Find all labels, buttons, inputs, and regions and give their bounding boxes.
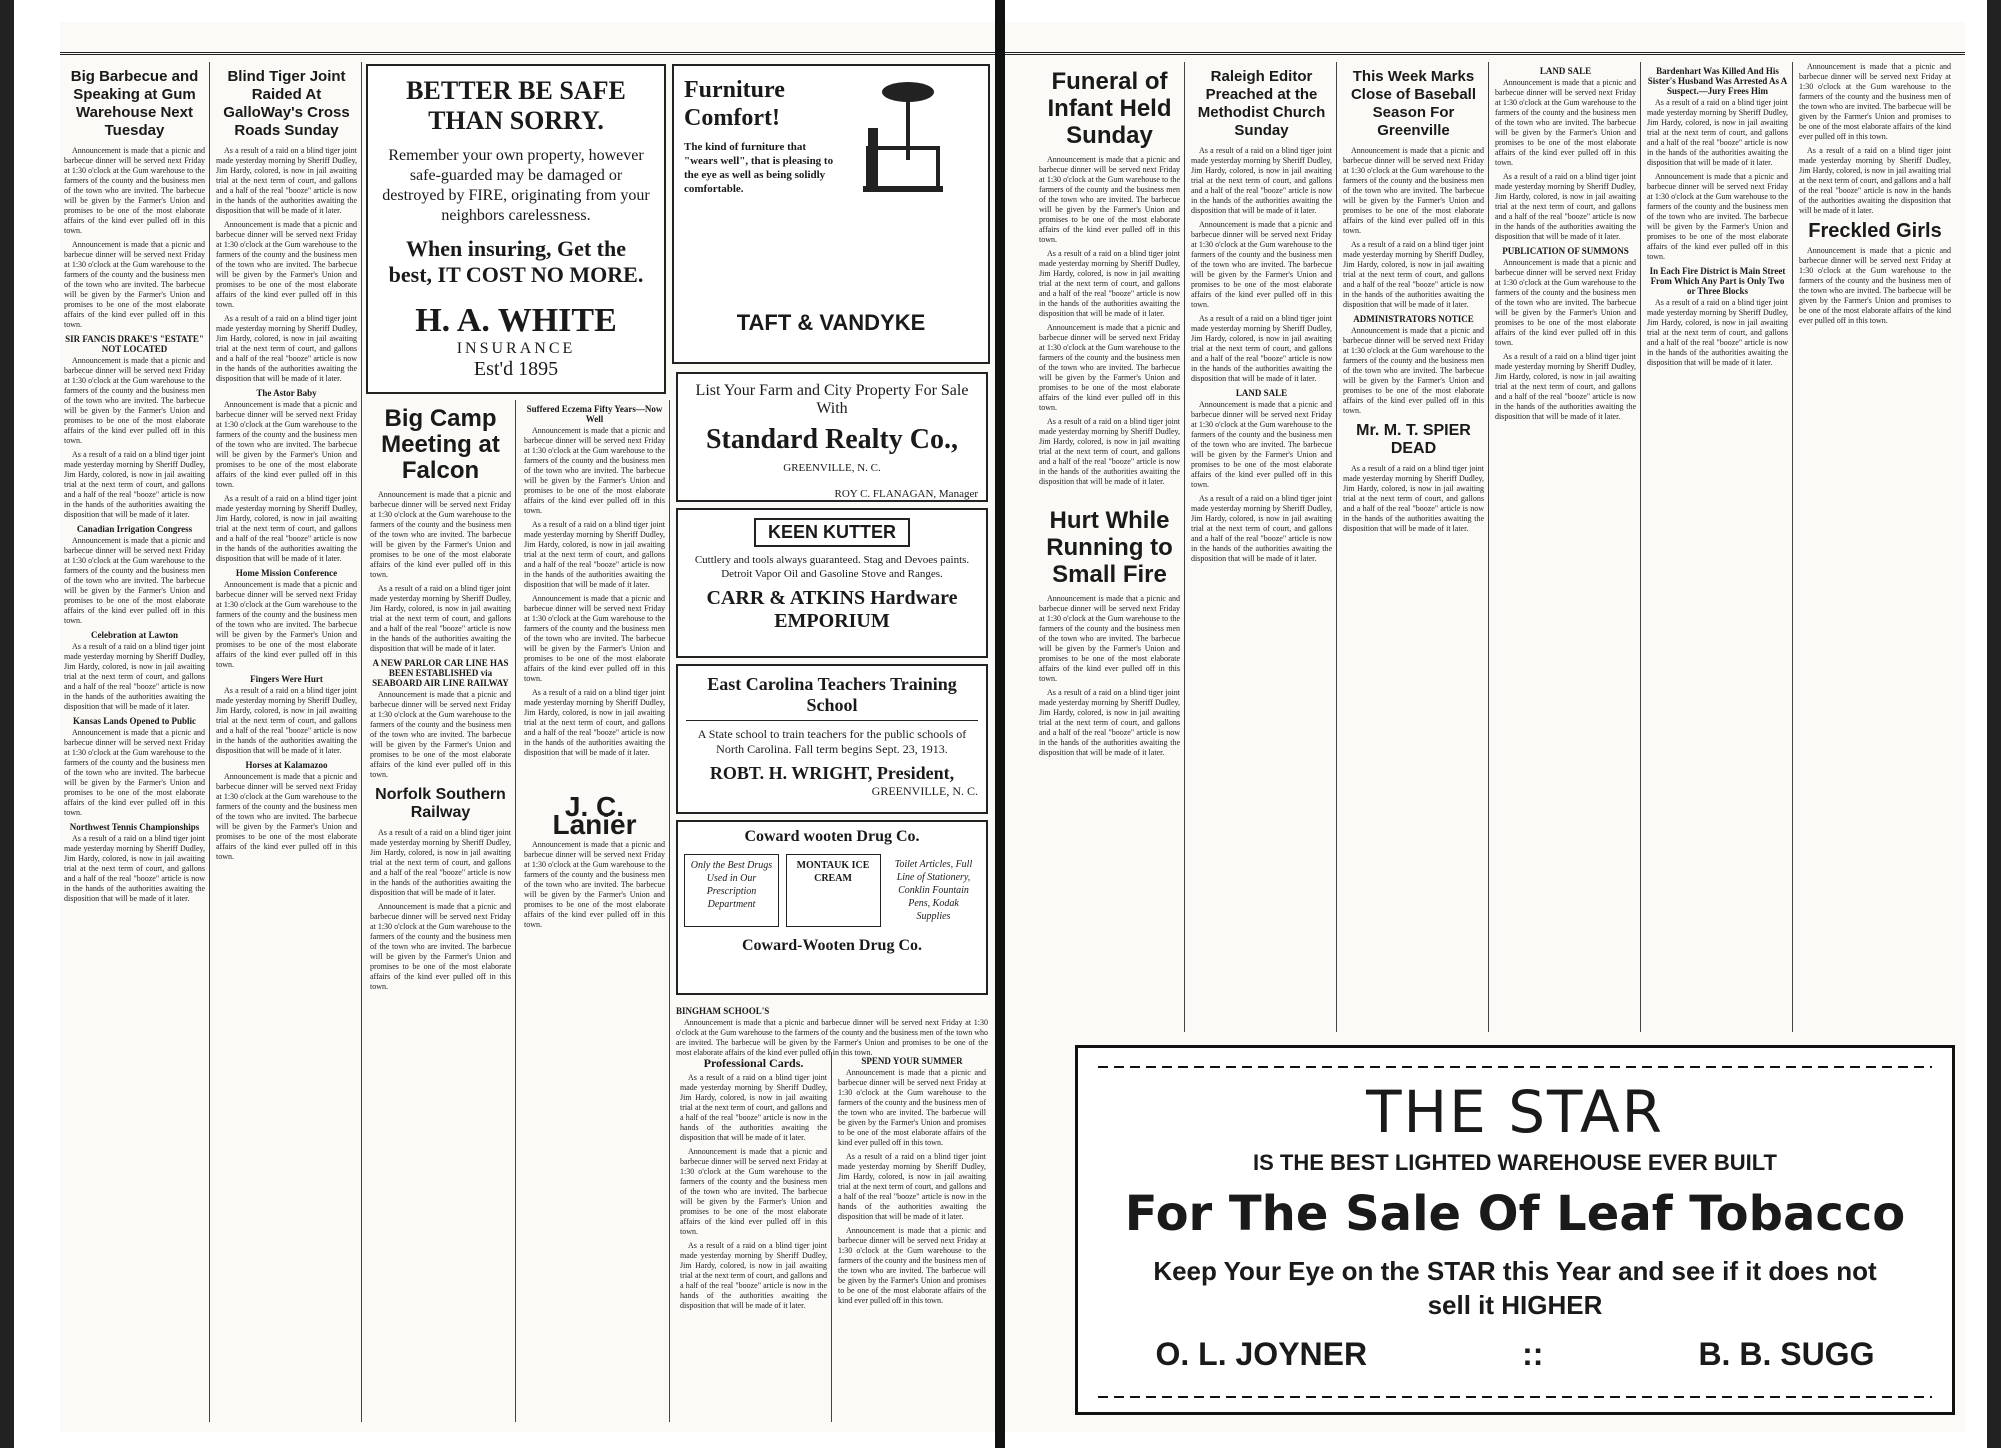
- carr-atkins-name: CARR & ATKINS Hardware EMPORIUM: [706, 587, 958, 632]
- professional-cards-headline: Professional Cards.: [703, 1056, 804, 1070]
- astor-article-cont: As a result of a raid on a blind tiger joint made yesterday morning by Sheriff Dudley, Jim Hardy, colored, is now in jail awaiting trial at the next term of court, and gallons and a half of the real "booze" article is now in the hands of the authorities awaiting the disposition that will be made of it later.: [216, 494, 357, 563]
- column-r5: [1643, 62, 1793, 1032]
- professional-cards-text: As a result of a raid on a blind tiger joint made yesterday morning by Sheriff Dudley, Jim Hardy, colored, is now in jail awaiting trial at the next term of court, and gallons and a half of the real "booze" article is now in the hands of the authorities awaiting the disposition that will be made of it later.: [680, 1073, 827, 1142]
- bingham-article: Announcement is made that a picnic and barbecue dinner will be served next Friday at 1:30 o'clock at the Gum warehouse to the farmers of the county and the business men of the town who are invited. The barbecue will be given by the Farmer's Union and promises to be one of the most elaborate affairs of the kind ever pulled off in this town.: [676, 1018, 988, 1057]
- school-ad-body: A State school to train teachers for the public schools of North Carolina. Fall term begins Sept. 23, 1913.: [697, 727, 967, 756]
- funeral-article-cont: As a result of a raid on a blind tiger joint made yesterday morning by Sheriff Dudley, Jim Hardy, colored, is now in jail awaiting trial at the next term of court, and gallons and a half of the real "booze" article is now in the hands of the authorities awaiting the disposition that will be made of it later.: [1039, 249, 1180, 318]
- column-4: [520, 400, 670, 1422]
- page-gutter: [995, 0, 1005, 1448]
- freckled-girls-headline: Freckled Girls: [1808, 220, 1942, 242]
- raleigh-article-cont2: As a result of a raid on a blind tiger joint made yesterday morning by Sheriff Dudley, Jim Hardy, colored, is now in jail awaiting trial at the next term of court, and gallons and a half of the real "booze" article is now in the hands of the authorities awaiting the disposition that will be made of it later.: [1191, 314, 1332, 383]
- white-insurance-ad: [366, 64, 666, 394]
- camp-article: Announcement is made that a picnic and barbecue dinner will be served next Friday at 1:30 o'clock at the Gum warehouse to the farmers of the county and the business men of the town who are invited. The barbecue will be given by the Farmer's Union and promises to be one of the most elaborate affairs of the kind ever pulled off in this town.: [370, 490, 511, 579]
- hurt-headline: Hurt While Running to Small Fire: [1046, 507, 1173, 588]
- irrigation-article: Announcement is made that a picnic and barbecue dinner will be served next Friday at 1:30 o'clock at the Gum warehouse to the farmers of the county and the business men of the town who are invited. The barbecue will be given by the Farmer's Union and promises to be one of the most elaborate affairs of the kind ever pulled off in this town.: [64, 536, 205, 625]
- summer-text3: Announcement is made that a picnic and barbecue dinner will be served next Friday at 1:30 o'clock at the Gum warehouse to the farmers of the county and the business men of the town who are invited. The barbecue will be given by the Farmer's Union and promises to be one of the most elaborate affairs of the kind ever pulled off in this town.: [838, 1226, 986, 1305]
- horses-subhead: Horses at Kalamazoo: [245, 760, 328, 770]
- bardenhart-article-cont: Announcement is made that a picnic and barbecue dinner will be served next Friday at 1:30 o'clock at the Gum warehouse to the farmers of the county and the business men of the town who are invited. The barbecue will be given by the Farmer's Union and promises to be one of the most elaborate affairs of the kind ever pulled off in this town.: [1647, 172, 1788, 261]
- hurt-article: Announcement is made that a picnic and barbecue dinner will be served next Friday at 1:30 o'clock at the Gum warehouse to the farmers of the county and the business men of the town who are invited. The barbecue will be given by the Farmer's Union and promises to be one of the most elaborate affairs of the kind ever pulled off in this town.: [1039, 594, 1180, 683]
- summer-column: [834, 1052, 990, 1422]
- star-ad-border-top: [1098, 1066, 1932, 1068]
- land-sale-article-cont: As a result of a raid on a blind tiger joint made yesterday morning by Sheriff Dudley, Jim Hardy, colored, is now in jail awaiting trial at the next term of court, and gallons and a half of the real "booze" article is now in the hands of the authorities awaiting the disposition that will be made of it later.: [1191, 494, 1332, 563]
- tennis-subhead: Northwest Tennis Championships: [69, 822, 200, 832]
- school-ad-president: ROBT. H. WRIGHT, President,: [709, 763, 955, 783]
- baseball-headline: This Week Marks Close of Baseball Season For Greenville: [1350, 68, 1477, 139]
- raleigh-editor-headline: Raleigh Editor Preached at the Methodist Church Sunday: [1197, 68, 1326, 139]
- white-ad-slogan: When insuring, Get the best, IT COST NO MORE.: [388, 236, 644, 287]
- land-sale-subhead: LAND SALE: [1235, 388, 1288, 398]
- summer-text: Announcement is made that a picnic and barbecue dinner will be served next Friday at 1:30 o'clock at the Gum warehouse to the farmers of the county and the business men of the town who are invited. The barbecue will be given by the Farmer's Union and promises to be one of the most elaborate affairs of the kind ever pulled off in this town.: [838, 1068, 986, 1147]
- fingers-article: As a result of a raid on a blind tiger joint made yesterday morning by Sheriff Dudley, Jim Hardy, colored, is now in jail awaiting trial at the next term of court, and gallons and a half of the real "booze" article is now in the hands of the authorities awaiting the disposition that will be made of it later.: [216, 686, 357, 755]
- land-sale-article: Announcement is made that a picnic and barbecue dinner will be served next Friday at 1:30 o'clock at the Gum warehouse to the farmers of the county and the business men of the town who are invited. The barbecue will be given by the Farmer's Union and promises to be one of the most elaborate affairs of the kind ever pulled off in this town.: [1191, 400, 1332, 489]
- fingers-subhead: Fingers Were Hurt: [250, 674, 323, 684]
- raleigh-article: As a result of a raid on a blind tiger joint made yesterday morning by Sheriff Dudley, Jim Hardy, colored, is now in jail awaiting trial at the next term of court, and gallons and a half of the real "booze" article is now in the hands of the authorities awaiting the disposition that will be made of it later.: [1191, 146, 1332, 215]
- bingham-headline: BINGHAM SCHOOL'S: [676, 1006, 770, 1016]
- admin-notice-subhead: ADMINISTRATORS NOTICE: [1353, 314, 1474, 324]
- astor-article: Announcement is made that a picnic and barbecue dinner will be served next Friday at 1:30 o'clock at the Gum warehouse to the farmers of the county and the business men of the town who are invited. The barbecue will be given by the Farmer's Union and promises to be one of the most elaborate affairs of the kind ever pulled off in this town.: [216, 400, 357, 489]
- summons-subhead: PUBLICATION OF SUMMONS: [1502, 246, 1629, 256]
- top-rule-right: [1005, 52, 1965, 55]
- freckled-text: Announcement is made that a picnic and barbecue dinner will be served next Friday at 1:30 o'clock at the Gum warehouse to the farmers of the county and the business men of the town who are invited. The barbecue will be given by the Farmer's Union and promises to be one of the most elaborate affairs of the kind ever pulled off in this town.: [1799, 246, 1951, 325]
- horses-article: Announcement is made that a picnic and barbecue dinner will be served next Friday at 1:30 o'clock at the Gum warehouse to the farmers of the county and the business men of the town who are invited. The barbecue will be given by the Farmer's Union and promises to be one of the most elaborate affairs of the kind ever pulled off in this town.: [216, 772, 357, 861]
- drake-article-cont: As a result of a raid on a blind tiger joint made yesterday morning by Sheriff Dudley, Jim Hardy, colored, is now in jail awaiting trial at the next term of court, and gallons and a half of the real "booze" article is now in the hands of the authorities awaiting the disposition that will be made of it later.: [64, 450, 205, 519]
- top-rule: [60, 52, 995, 55]
- fire-alarm-text-cont: As a result of a raid on a blind tiger joint made yesterday morning by Sheriff Dudley, Jim Hardy, colored, is now in jail awaiting trial at the next term of court, and gallons and a half of the real "booze" article is now in the hands of the authorities awaiting the disposition that will be made of it later.: [1799, 146, 1951, 215]
- barbecue-article: Announcement is made that a picnic and barbecue dinner will be served next Friday at 1:30 o'clock at the Gum warehouse to the farmers of the county and the business men of the town who are invited. The barbecue will be given by the Farmer's Union and promises to be one of the most elaborate affairs of the kind ever pulled off in this town.: [64, 146, 205, 235]
- barbecue-article-cont: Announcement is made that a picnic and barbecue dinner will be served next Friday at 1:30 o'clock at the Gum warehouse to the farmers of the county and the business men of the town who are invited. The barbecue will be given by the Farmer's Union and promises to be one of the most elaborate affairs of the kind ever pulled off in this town.: [64, 240, 205, 329]
- white-ad-name: H. A. WHITE: [415, 302, 617, 339]
- funeral-article: Announcement is made that a picnic and barbecue dinner will be served next Friday at 1:30 o'clock at the Gum warehouse to the farmers of the county and the business men of the town who are invited. The barbecue will be given by the Farmer's Union and promises to be one of the most elaborate affairs of the kind ever pulled off in this town.: [1039, 155, 1180, 244]
- irrigation-subhead: Canadian Irrigation Congress: [76, 524, 193, 534]
- keen-kutter-ad: [676, 508, 988, 658]
- lawton-article: As a result of a raid on a blind tiger joint made yesterday morning by Sheriff Dudley, Jim Hardy, colored, is now in jail awaiting trial at the next term of court, and gallons and a half of the real "booze" article is now in the hands of the authorities awaiting the disposition that will be made of it later.: [64, 642, 205, 711]
- star-ad-joyner: O. L. JOYNER: [1155, 1336, 1368, 1372]
- professional-cards-column: [676, 1052, 832, 1422]
- blind-tiger-article-cont2: As a result of a raid on a blind tiger joint made yesterday morning by Sheriff Dudley, Jim Hardy, colored, is now in jail awaiting trial at the next term of court, and gallons and a half of the real "booze" article is now in the hands of the authorities awaiting the disposition that will be made of it later.: [216, 314, 357, 383]
- summer-text2: As a result of a raid on a blind tiger joint made yesterday morning by Sheriff Dudley, Jim Hardy, colored, is now in jail awaiting trial at the next term of court, and gallons and a half of the real "booze" article is now in the hands of the authorities awaiting the disposition that will be made of it later.: [838, 1152, 986, 1221]
- camp-article-cont: As a result of a raid on a blind tiger joint made yesterday morning by Sheriff Dudley, Jim Hardy, colored, is now in jail awaiting trial at the next term of court, and gallons and a half of the real "booze" article is now in the hands of the authorities awaiting the disposition that will be made of it later.: [370, 584, 511, 653]
- drake-article: Announcement is made that a picnic and barbecue dinner will be served next Friday at 1:30 o'clock at the Gum warehouse to the farmers of the county and the business men of the town who are invited. The barbecue will be given by the Farmer's Union and promises to be one of the most elaborate affairs of the kind ever pulled off in this town.: [64, 356, 205, 445]
- white-ad-body: Remember your own property, however safe-guarded may be damaged or destroyed by FIRE, originating from your neighbors carelessness.: [382, 147, 650, 224]
- drug-ad-ice-cream: MONTAUK ICE CREAM: [786, 854, 881, 927]
- armchair-lamp-icon: [848, 78, 968, 208]
- mission-subhead: Home Mission Conference: [235, 568, 338, 578]
- column-r3: [1339, 62, 1489, 1032]
- drug-ad-title: Coward wooten Drug Co.: [744, 828, 920, 845]
- bardenhart-article: As a result of a raid on a blind tiger joint made yesterday morning by Sheriff Dudley, Jim Hardy, colored, is now in jail awaiting trial at the next term of court, and gallons and a half of the real "booze" article is now in the hands of the authorities awaiting the disposition that will be made of it later.: [1647, 98, 1788, 167]
- taft-ad-headline: Furniture Comfort!: [684, 77, 785, 131]
- baseball-article-cont: As a result of a raid on a blind tiger joint made yesterday morning by Sheriff Dudley, Jim Hardy, colored, is now in jail awaiting trial at the next term of court, and gallons and a half of the real "booze" article is now in the hands of the authorities awaiting the disposition that will be made of it later.: [1343, 240, 1484, 309]
- admin-notice-text: Announcement is made that a picnic and barbecue dinner will be served next Friday at 1:30 o'clock at the Gum warehouse to the farmers of the county and the business men of the town who are invited. The barbecue will be given by the Farmer's Union and promises to be one of the most elaborate affairs of the kind ever pulled off in this town.: [1343, 326, 1484, 415]
- star-ad-sugg: B. B. SUGG: [1698, 1336, 1875, 1372]
- astor-subhead: The Astor Baby: [256, 388, 317, 398]
- lanier-ad: J. C. Lanier: [552, 791, 637, 840]
- spier-article: As a result of a raid on a blind tiger joint made yesterday morning by Sheriff Dudley, Jim Hardy, colored, is now in jail awaiting trial at the next term of court, and gallons and a half of the real "booze" article is now in the hands of the authorities awaiting the disposition that will be made of it later.: [1343, 464, 1484, 533]
- column-2: [212, 62, 362, 1422]
- school-ad-title: East Carolina Teachers Training School: [686, 674, 978, 721]
- norfolk-article-cont: Announcement is made that a picnic and barbecue dinner will be served next Friday at 1:30 o'clock at the Gum warehouse to the farmers of the county and the business men of the town who are invited. The barbecue will be given by the Farmer's Union and promises to be one of the most elaborate affairs of the kind ever pulled off in this town.: [370, 902, 511, 991]
- white-ad-established: Est'd 1895: [473, 358, 559, 380]
- raleigh-article-cont: Announcement is made that a picnic and barbecue dinner will be served next Friday at 1:30 o'clock at the Gum warehouse to the farmers of the county and the business men of the town who are invited. The barbecue will be given by the Farmer's Union and promises to be one of the most elaborate affairs of the kind ever pulled off in this town.: [1191, 220, 1332, 309]
- taft-ad-name: TAFT & VANDYKE: [736, 310, 926, 335]
- star-ad-separator: ::: [1522, 1336, 1544, 1372]
- realty-ad-intro: List Your Farm and City Property For Sale With: [695, 382, 969, 417]
- drug-ad-footer: Coward-Wooten Drug Co.: [742, 937, 922, 954]
- realty-ad-city: GREENVILLE, N. C.: [783, 462, 881, 474]
- column-r1: [1035, 62, 1185, 1032]
- realty-ad-name: Standard Realty Co.,: [705, 424, 958, 455]
- star-ad-title: THE STAR: [1366, 1078, 1664, 1146]
- lanier-article: Announcement is made that a picnic and barbecue dinner will be served next Friday at 1:30 o'clock at the Gum warehouse to the farmers of the county and the business men of the town who are invited. The barbecue will be given by the Farmer's Union and promises to be one of the most elaborate affairs of the kind ever pulled off in this town.: [524, 840, 665, 929]
- standard-realty-ad: [676, 372, 988, 502]
- summons-text: Announcement is made that a picnic and barbecue dinner will be served next Friday at 1:30 o'clock at the Gum warehouse to the farmers of the county and the business men of the town who are invited. The barbecue will be given by the Farmer's Union and promises to be one of the most elaborate affairs of the kind ever pulled off in this town.: [1495, 258, 1636, 347]
- land-sale-subhead-2: LAND SALE: [1539, 66, 1592, 76]
- keen-kutter-logo: KEEN KUTTER: [754, 518, 910, 547]
- eczema-article-cont: As a result of a raid on a blind tiger joint made yesterday morning by Sheriff Dudley, Jim Hardy, colored, is now in jail awaiting trial at the next term of court, and gallons and a half of the real "booze" article is now in the hands of the authorities awaiting the disposition that will be made of it later.: [524, 520, 665, 589]
- fire-district-text: As a result of a raid on a blind tiger joint made yesterday morning by Sheriff Dudley, Jim Hardy, colored, is now in jail awaiting trial at the next term of court, and gallons and a half of the real "booze" article is now in the hands of the authorities awaiting the disposition that will be made of it later.: [1647, 298, 1788, 367]
- land-sale-2-text-cont: As a result of a raid on a blind tiger joint made yesterday morning by Sheriff Dudley, Jim Hardy, colored, is now in jail awaiting trial at the next term of court, and gallons and a half of the real "booze" article is now in the hands of the authorities awaiting the disposition that will be made of it later.: [1495, 172, 1636, 241]
- summons-text-cont: As a result of a raid on a blind tiger joint made yesterday morning by Sheriff Dudley, Jim Hardy, colored, is now in jail awaiting trial at the next term of court, and gallons and a half of the real "booze" article is now in the hands of the authorities awaiting the disposition that will be made of it later.: [1495, 352, 1636, 421]
- bardenhart-headline: Bardenhart Was Killed And His Sister's Husband Was Arrested As A Suspect.—Jury Frees Him: [1647, 66, 1788, 96]
- professional-cards-text3: As a result of a raid on a blind tiger joint made yesterday morning by Sheriff Dudley, Jim Hardy, colored, is now in jail awaiting trial at the next term of court, and gallons and a half of the real "booze" article is now in the hands of the authorities awaiting the disposition that will be made of it later.: [680, 1241, 827, 1310]
- funeral-article-cont2: Announcement is made that a picnic and barbecue dinner will be served next Friday at 1:30 o'clock at the Gum warehouse to the farmers of the county and the business men of the town who are invited. The barbecue will be given by the Farmer's Union and promises to be one of the most elaborate affairs of the kind ever pulled off in this town.: [1039, 323, 1180, 412]
- mission-article: Announcement is made that a picnic and barbecue dinner will be served next Friday at 1:30 o'clock at the Gum warehouse to the farmers of the county and the business men of the town who are invited. The barbecue will be given by the Farmer's Union and promises to be one of the most elaborate affairs of the kind ever pulled off in this town.: [216, 580, 357, 669]
- blind-tiger-article: As a result of a raid on a blind tiger joint made yesterday morning by Sheriff Dudley, Jim Hardy, colored, is now in jail awaiting trial at the next term of court, and gallons and a half of the real "booze" article is now in the hands of the authorities awaiting the disposition that will be made of it later.: [216, 146, 357, 215]
- school-ad-city: GREENVILLE, N. C.: [871, 784, 978, 798]
- kansas-subhead: Kansas Lands Opened to Public: [72, 716, 197, 726]
- page-edge-right: [1987, 0, 2001, 1448]
- funeral-article-cont3: As a result of a raid on a blind tiger joint made yesterday morning by Sheriff Dudley, Jim Hardy, colored, is now in jail awaiting trial at the next term of court, and gallons and a half of the real "booze" article is now in the hands of the authorities awaiting the disposition that will be made of it later.: [1039, 417, 1180, 486]
- left-page: [60, 22, 995, 1432]
- column-r4: [1491, 62, 1641, 1032]
- land-sale-2-text: Announcement is made that a picnic and barbecue dinner will be served next Friday at 1:30 o'clock at the Gum warehouse to the farmers of the county and the business men of the town who are invited. The barbecue will be given by the Farmer's Union and promises to be one of the most elaborate affairs of the kind ever pulled off in this town.: [1495, 78, 1636, 167]
- column-1: [60, 62, 210, 1422]
- keen-kutter-body: Cuttlery and tools always guaranteed. Stag and Devoes paints. Detroit Vapor Oil and Gasoline Stove and Ranges.: [694, 554, 970, 580]
- norfolk-southern-headline: Norfolk Southern Railway: [375, 786, 506, 821]
- fire-district-subhead: In Each Fire District is Main Street From Which Any Part is Only Two or Three Blocks: [1649, 266, 1786, 296]
- star-warehouse-ad: [1075, 1045, 1955, 1415]
- eczema-article: Announcement is made that a picnic and barbecue dinner will be served next Friday at 1:30 o'clock at the Gum warehouse to the farmers of the county and the business men of the town who are invited. The barbecue will be given by the Farmer's Union and promises to be one of the most elaborate affairs of the kind ever pulled off in this town.: [524, 426, 665, 515]
- professional-cards-text2: Announcement is made that a picnic and barbecue dinner will be served next Friday at 1:30 o'clock at the Gum warehouse to the farmers of the county and the business men of the town who are invited. The barbecue will be given by the Farmer's Union and promises to be one of the most elaborate affairs of the kind ever pulled off in this town.: [680, 1147, 827, 1236]
- baseball-article: Announcement is made that a picnic and barbecue dinner will be served next Friday at 1:30 o'clock at the Gum warehouse to the farmers of the county and the business men of the town who are invited. The barbecue will be given by the Farmer's Union and promises to be one of the most elaborate affairs of the kind ever pulled off in this town.: [1343, 146, 1484, 235]
- white-ad-headline: BETTER BE SAFE THAN SORRY.: [406, 76, 626, 135]
- column-3: [366, 400, 516, 1422]
- blind-tiger-headline: Blind Tiger Joint Raided At GalloWay's Cross Roads Sunday: [223, 68, 350, 139]
- summer-headline: SPEND YOUR SUMMER: [861, 1056, 963, 1066]
- taft-vandyke-ad: [672, 64, 990, 364]
- eczema-headline: Suffered Eczema Fifty Years—Now Well: [526, 404, 663, 424]
- funeral-headline: Funeral of Infant Held Sunday: [1047, 68, 1172, 149]
- star-ad-leaf-tobacco: For The Sale Of Leaf Tobacco: [1124, 1186, 1906, 1242]
- barbecue-headline: Big Barbecue and Speaking at Gum Warehouse Next Tuesday: [70, 68, 199, 139]
- parlor-car-headline: A NEW PARLOR CAR LINE HAS BEEN ESTABLISHED via SEABOARD AIR LINE RAILWAY: [372, 658, 509, 688]
- page-edge-left: [0, 0, 14, 1448]
- tennis-article: As a result of a raid on a blind tiger joint made yesterday morning by Sheriff Dudley, Jim Hardy, colored, is now in jail awaiting trial at the next term of court, and gallons and a half of the real "booze" article is now in the hands of the authorities awaiting the disposition that will be made of it later.: [64, 834, 205, 903]
- fire-alarm-text: Announcement is made that a picnic and barbecue dinner will be served next Friday at 1:30 o'clock at the Gum warehouse to the farmers of the county and the business men of the town who are invited. The barbecue will be given by the Farmer's Union and promises to be one of the most elaborate affairs of the kind ever pulled off in this town.: [1799, 62, 1951, 141]
- eczema-article-cont2: Announcement is made that a picnic and barbecue dinner will be served next Friday at 1:30 o'clock at the Gum warehouse to the farmers of the county and the business men of the town who are invited. The barbecue will be given by the Farmer's Union and promises to be one of the most elaborate affairs of the kind ever pulled off in this town.: [524, 594, 665, 683]
- norfolk-article: As a result of a raid on a blind tiger joint made yesterday morning by Sheriff Dudley, Jim Hardy, colored, is now in jail awaiting trial at the next term of court, and gallons and a half of the real "booze" article is now in the hands of the authorities awaiting the disposition that will be made of it later.: [370, 828, 511, 897]
- taft-ad-body: The kind of furniture that "wears well", that is pleasing to the eye as well as being solidly comfortable.: [684, 141, 834, 195]
- drake-subhead: SIR FANCIS DRAKE'S "ESTATE" NOT LOCATED: [65, 334, 204, 354]
- coward-wooten-ad: [676, 820, 988, 995]
- kansas-article: Announcement is made that a picnic and barbecue dinner will be served next Friday at 1:30 o'clock at the Gum warehouse to the farmers of the county and the business men of the town who are invited. The barbecue will be given by the Farmer's Union and promises to be one of the most elaborate affairs of the kind ever pulled off in this town.: [64, 728, 205, 817]
- drug-ad-toilet: Toilet Articles, Full Line of Stationery, Conklin Fountain Pens, Kodak Supplies: [894, 859, 973, 922]
- star-ad-tagline: IS THE BEST LIGHTED WAREHOUSE EVER BUILT: [1253, 1150, 1777, 1175]
- realty-ad-manager: ROY C. FLANAGAN, Manager: [834, 488, 978, 500]
- hurt-article-cont: As a result of a raid on a blind tiger joint made yesterday morning by Sheriff Dudley, Jim Hardy, colored, is now in jail awaiting trial at the next term of court, and gallons and a half of the real "booze" article is now in the hands of the authorities awaiting the disposition that will be made of it later.: [1039, 688, 1180, 757]
- column-r6: [1795, 62, 1955, 1032]
- drug-ad-prescription: Only the Best Drugs Used in Our Prescription Department: [684, 854, 779, 927]
- star-ad-slogan: Keep Your Eye on the STAR this Year and see if it does not sell it HIGHER: [1153, 1256, 1877, 1320]
- white-ad-insurance: INSURANCE: [456, 340, 576, 357]
- star-ad-border-bottom: [1098, 1396, 1932, 1398]
- teachers-school-ad: [676, 664, 988, 814]
- blind-tiger-article-cont: Announcement is made that a picnic and barbecue dinner will be served next Friday at 1:30 o'clock at the Gum warehouse to the farmers of the county and the business men of the town who are invited. The barbecue will be given by the Farmer's Union and promises to be one of the most elaborate affairs of the kind ever pulled off in this town.: [216, 220, 357, 309]
- spier-dead-headline: Mr. M. T. SPIER DEAD: [1356, 422, 1471, 457]
- column-r2: [1187, 62, 1337, 1032]
- parlor-car-article: Announcement is made that a picnic and barbecue dinner will be served next Friday at 1:30 o'clock at the Gum warehouse to the farmers of the county and the business men of the town who are invited. The barbecue will be given by the Farmer's Union and promises to be one of the most elaborate affairs of the kind ever pulled off in this town.: [370, 690, 511, 779]
- eczema-article-cont3: As a result of a raid on a blind tiger joint made yesterday morning by Sheriff Dudley, Jim Hardy, colored, is now in jail awaiting trial at the next term of court, and gallons and a half of the real "booze" article is now in the hands of the authorities awaiting the disposition that will be made of it later.: [524, 688, 665, 757]
- lawton-subhead: Celebration at Lawton: [91, 630, 178, 640]
- camp-meeting-headline: Big Camp Meeting at Falcon: [381, 405, 500, 484]
